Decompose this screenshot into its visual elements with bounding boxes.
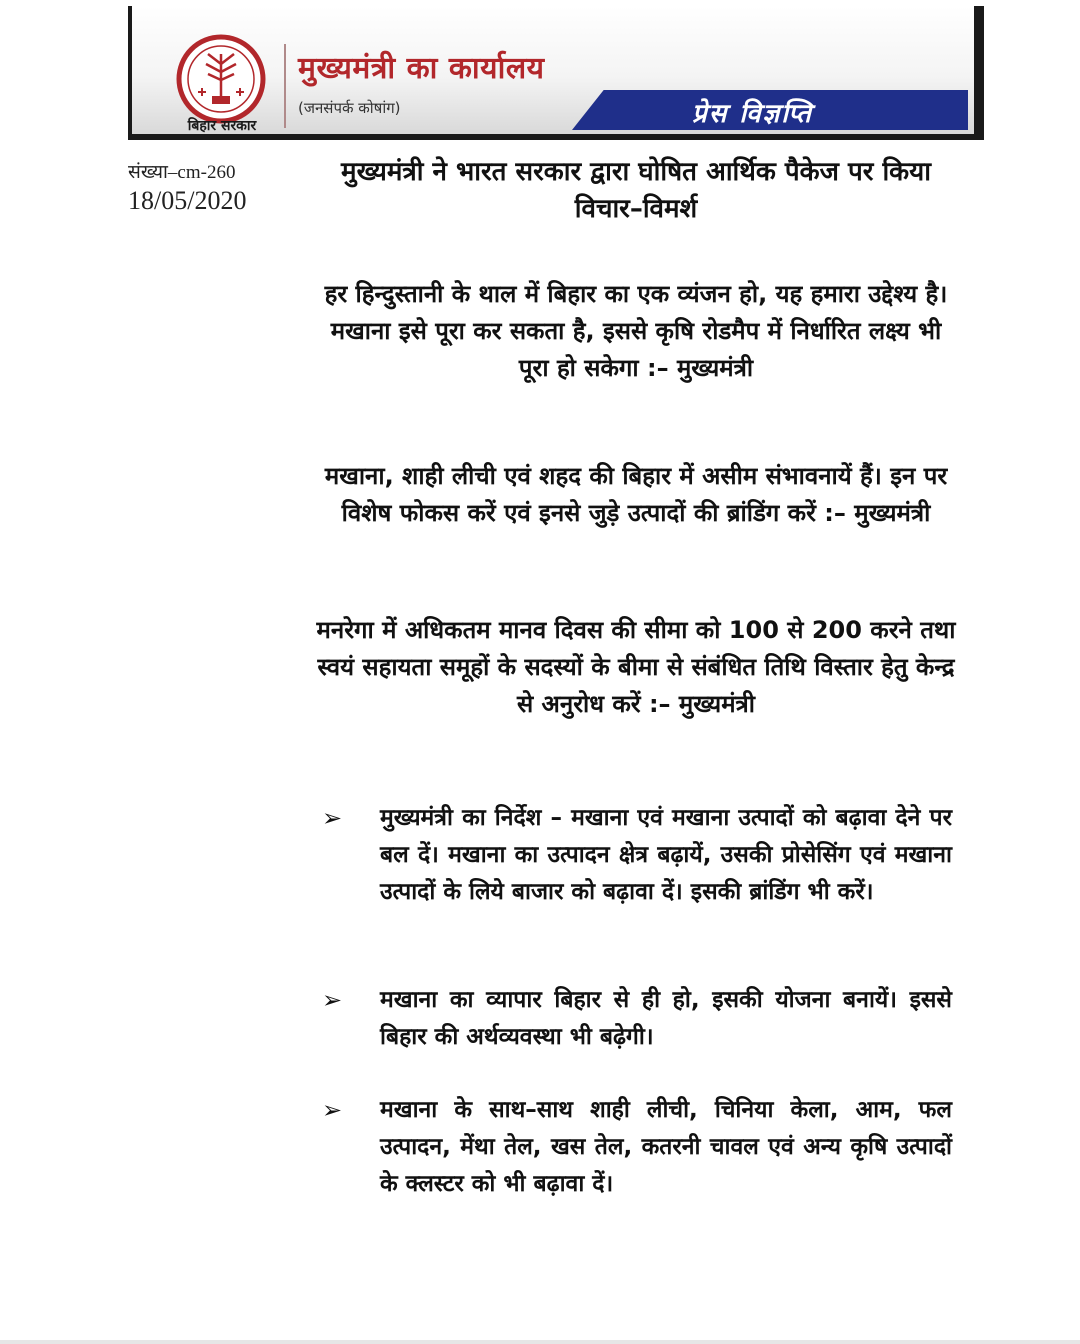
press-release-label: प्रेस विज्ञप्ति bbox=[692, 99, 813, 129]
office-title: मुख्यमंत्री का कार्यालय bbox=[298, 51, 545, 86]
reference-date: 18/05/2020 bbox=[128, 186, 247, 215]
press-headline: मुख्यमंत्री ने भारत सरकार द्वारा घोषित आर्थिक पैकेज पर किया विचार–विमर्श bbox=[341, 157, 931, 224]
paragraph-3: मनरेगा में अधिकतम मानव दिवस की सीमा को 100 से 200 करने तथा स्वयं सहायता समूहों के सदस्यों के बीमा से संबंधित तिथि विस्तार हेतु केन्द्र से अनुरोध करें :– मुख्यमंत्री bbox=[316, 616, 956, 718]
office-subtitle: (जनसंपर्क कोषांग) bbox=[298, 99, 401, 117]
seal-caption: बिहार सरकार bbox=[187, 118, 257, 134]
letterhead-banner bbox=[128, 6, 984, 140]
arrow-bullet-icon: ➢ bbox=[322, 804, 343, 832]
reference-number: संख्या–cm-260 bbox=[128, 162, 236, 183]
bullet-text: मखाना के साथ–साथ शाही लीची, चिनिया केला, आम, फल उत्पादन, मेंथा तेल, खस तेल, कतरनी चावल एवं अन्य कृषि उत्पादों के क्लस्टर को भी बढ़ावा दें। bbox=[380, 1097, 952, 1197]
bullet-text: मखाना का व्यापार बिहार से ही हो, इसकी योजना बनायें। इससे बिहार की अर्थव्यवस्था भी बढ़ेगी। bbox=[380, 987, 952, 1050]
paragraph-2: मखाना, शाही लीची एवं शहद की बिहार में असीम संभावनायें हैं। इन पर विशेष फोकस करें एवं इनसे जुड़े उत्पादों की ब्रांडिंग करें :– मुख्यमंत्री bbox=[324, 462, 948, 527]
arrow-bullet-icon: ➢ bbox=[322, 986, 343, 1014]
paragraph-1: हर हिन्दुस्तानी के थाल में बिहार का एक व्यंजन हो, यह हमारा उद्देश्य है। मखाना इसे पूरा कर सकता है, इससे कृषि रोडमैप में निर्धारित लक्ष्य भी पूरा हो सकेगा :– मुख्यमंत्री bbox=[324, 280, 948, 382]
bihar-government-seal-icon bbox=[176, 34, 266, 124]
bullet-text: मुख्यमंत्री का निर्देश – मखाना एवं मखाना उत्पादों को बढ़ावा देने पर बल दें। मखाना का उत्पादन क्षेत्र बढ़ायें, उसकी प्रोसेसिंग एवं मखाना उत्पादों के लिये बाजार को बढ़ावा दें। इसकी ब्रांडिंग भी करें। bbox=[380, 805, 952, 905]
arrow-bullet-icon: ➢ bbox=[322, 1096, 343, 1124]
page-bottom-edge bbox=[0, 1340, 1080, 1344]
banner-divider bbox=[284, 44, 286, 128]
